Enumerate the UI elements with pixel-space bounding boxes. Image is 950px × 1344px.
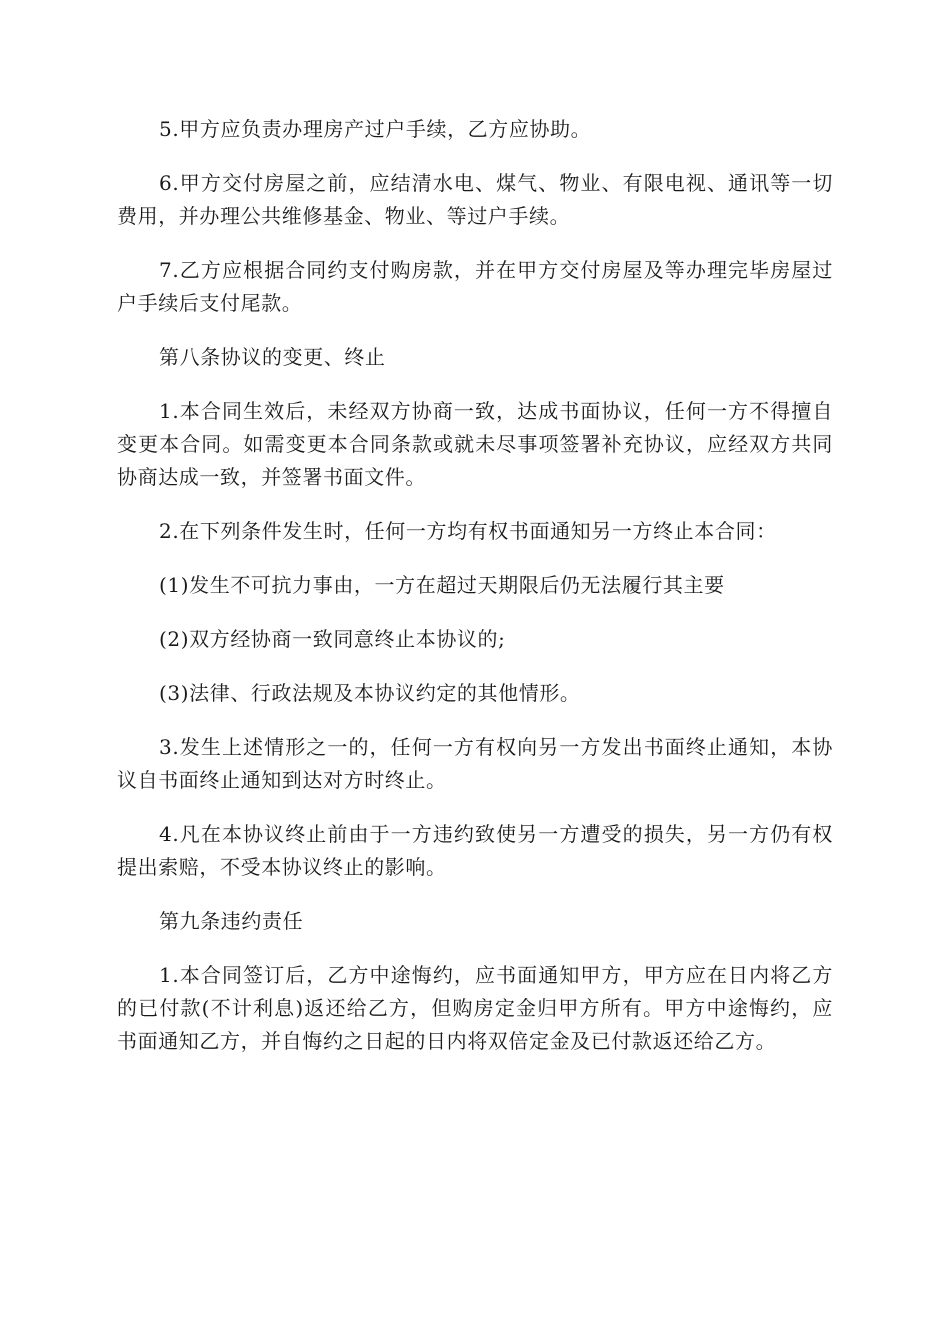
document-body — [117, 113, 833, 1079]
clause-paragraph: 5.甲方应负责办理房产过户手续，乙方应协助。 — [159, 117, 592, 141]
clause-paragraph: 4.凡在本协议终止前由于一方违约致使另一方遭受的损失，另一方仍有权提出索赔，不受本协议终止的影响。 — [117, 822, 833, 879]
clause-paragraph: 6.甲方交付房屋之前，应结清水电、煤气、物业、有限电视、通讯等一切费用，并办理公共维修基金、物业、等过户手续。 — [117, 171, 833, 228]
clause-paragraph: 3.发生上述情形之一的，任何一方有权向另一方发出书面终止通知，本协议自书面终止通知到达对方时终止。 — [117, 735, 833, 792]
section-heading: 第八条协议的变更、终止 — [159, 345, 386, 369]
clause-paragraph: 2.在下列条件发生时，任何一方均有权书面通知另一方终止本合同： — [159, 519, 777, 543]
section-heading: 第九条违约责任 — [159, 909, 304, 933]
clause-paragraph: 1.本合同签订后，乙方中途悔约，应书面通知甲方，甲方应在日内将乙方的已付款(不计利息)返还给乙方，但购房定金归甲方所有。甲方中途悔约，应书面通知乙方，并自悔约之日起的日内将双倍定金及已付款返还给乙方。 — [117, 963, 833, 1053]
clause-paragraph: 7.乙方应根据合同约支付购房款，并在甲方交付房屋及等办理完毕房屋过户手续后支付尾款。 — [117, 258, 833, 315]
clause-paragraph: 1.本合同生效后，未经双方协商一致，达成书面协议，任何一方不得擅自变更本合同。如需变更本合同条款或就未尽事项签署补充协议，应经双方共同协商达成一致，并签署书面文件。 — [117, 399, 833, 489]
sub-clause-paragraph: (2)双方经协商一致同意终止本协议的; — [159, 627, 506, 651]
sub-clause-paragraph: (1)发生不可抗力事由，一方在超过天期限后仍无法履行其主要 — [159, 573, 725, 597]
sub-clause-paragraph: (3)法律、行政法规及本协议约定的其他情形。 — [159, 681, 581, 705]
